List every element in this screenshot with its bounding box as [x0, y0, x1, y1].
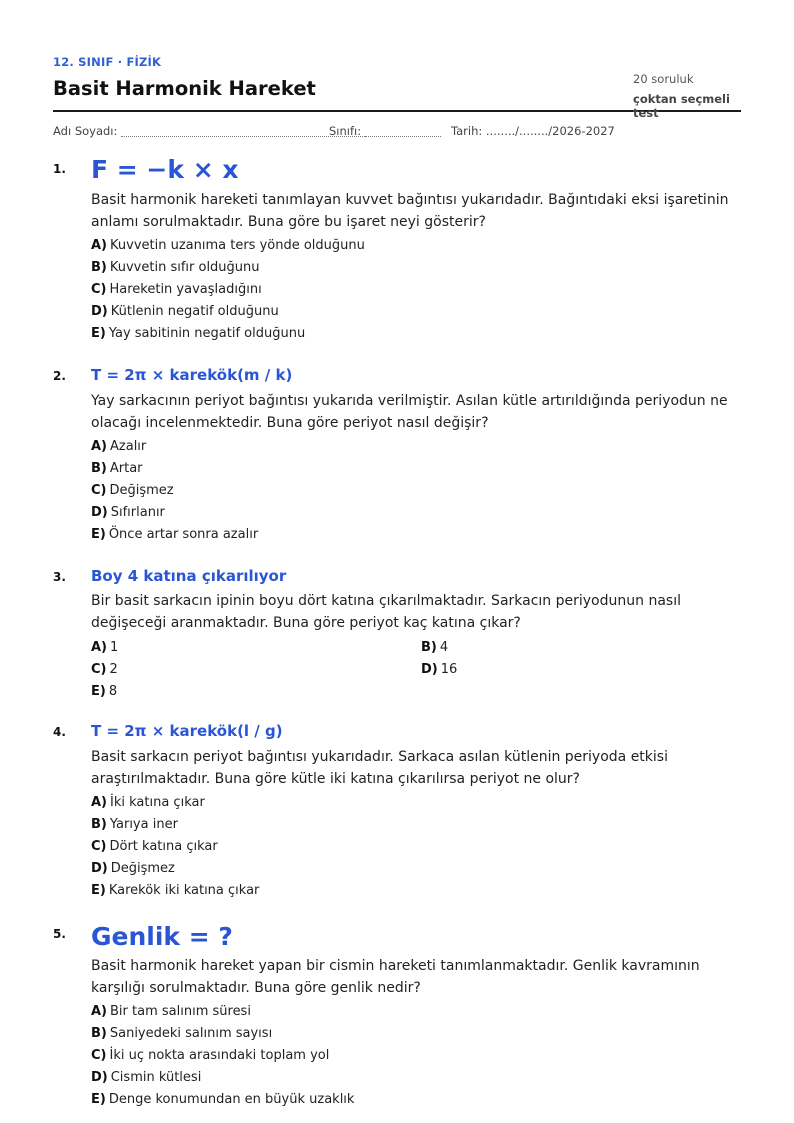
option-d[interactable]: D) Sıfırlanır [91, 505, 165, 520]
question-formula: T = 2π × karekök(m / k) [91, 366, 293, 384]
option-b[interactable]: B) Artar [91, 461, 143, 476]
date-label: Tarih: ......../......../2026-2027 [451, 124, 615, 138]
question-formula: F = −k × x [91, 155, 239, 184]
option-d[interactable]: D) 16 [421, 662, 458, 677]
option-c[interactable]: C) İki uç nokta arasındaki toplam yol [91, 1048, 330, 1063]
question-formula: T = 2π × karekök(l / g) [91, 722, 283, 740]
option-e[interactable]: E) Yay sabitinin negatif olduğunu [91, 326, 306, 341]
question-heading: Genlik = ? [91, 922, 233, 951]
question-count: 20 soruluk [633, 72, 694, 86]
option-a[interactable]: A) 1 [91, 640, 119, 655]
option-c[interactable]: C) Değişmez [91, 483, 174, 498]
option-c[interactable]: C) 2 [91, 662, 118, 677]
option-d[interactable]: D) Kütlenin negatif olduğunu [91, 304, 279, 319]
option-a[interactable]: A) Azalır [91, 439, 147, 454]
question-text: Basit harmonik hareket yapan bir cismin hareketi tanımlanmaktadır. Genlik kavramının karşılığı sorulmaktadır. Buna göre genlik nedir? [91, 958, 700, 996]
page-header [53, 0, 741, 120]
question-number: 2. [53, 369, 66, 383]
test-page [53, 0, 741, 1107]
name-label: Adı Soyadı: [53, 124, 118, 138]
option-b[interactable]: B) Yarıya iner [91, 817, 178, 832]
question-text: Basit harmonik hareketi tanımlayan kuvvet bağıntısı yukarıdadır. Bağıntıdaki eksi işaretinin anlamı sorulmaktadır. Buna göre bu işaret neyi gösterir? [91, 192, 729, 230]
option-e[interactable]: E) 8 [91, 684, 118, 699]
question-text: Bir basit sarkacın ipinin boyu dört katına çıkarılmaktadır. Sarkacın periyodunun nasıl değişeceği aranmaktadır. Buna göre periyot kaç katına çıkar? [91, 593, 681, 631]
test-meta [633, 72, 741, 120]
option-c[interactable]: C) Hareketin yavaşladığını [91, 282, 262, 297]
subject-label: 12. SINIF · FİZİK [53, 55, 162, 69]
question-number: 5. [53, 927, 66, 941]
option-d[interactable]: D) Değişmez [91, 861, 175, 876]
option-c[interactable]: C) Dört katına çıkar [91, 839, 218, 854]
student-info-row [53, 124, 741, 140]
option-a[interactable]: A) Kuvvetin uzanıma ters yönde olduğunu [91, 238, 365, 253]
option-e[interactable]: E) Karekök iki katına çıkar [91, 883, 260, 898]
class-label: Sınıfı: [329, 124, 362, 138]
option-e[interactable]: E) Denge konumundan en büyük uzaklık [91, 1092, 355, 1107]
test-type: çoktan seçmeli test [633, 92, 730, 120]
question-text: Basit sarkacın periyot bağıntısı yukarıdadır. Sarkaca asılan kütlenin periyoda etkisi araştırılmaktadır. Buna göre kütle iki katına çıkarılırsa periyot ne olur? [91, 749, 668, 787]
question-number: 1. [53, 162, 66, 176]
option-d[interactable]: D) Cismin kütlesi [91, 1070, 202, 1085]
question-number: 3. [53, 570, 66, 584]
option-b[interactable]: B) Saniyedeki salınım sayısı [91, 1026, 273, 1041]
class-field-line[interactable] [365, 136, 441, 137]
option-a[interactable]: A) Bir tam salınım süresi [91, 1004, 251, 1019]
question-text: Yay sarkacının periyot bağıntısı yukarıda verilmiştir. Asılan kütle artırıldığında periyodun ne olacağı incelenmektedir. Buna göre periyot nasıl değişir? [91, 393, 728, 431]
option-e[interactable]: E) Önce artar sonra azalır [91, 527, 259, 542]
question-heading: Boy 4 katına çıkarılıyor [91, 567, 287, 585]
option-a[interactable]: A) İki katına çıkar [91, 795, 205, 810]
option-b[interactable]: B) Kuvvetin sıfır olduğunu [91, 260, 260, 275]
page-title: Basit Harmonik Hareket [53, 77, 316, 100]
option-b[interactable]: B) 4 [421, 640, 449, 655]
question-number: 4. [53, 725, 66, 739]
